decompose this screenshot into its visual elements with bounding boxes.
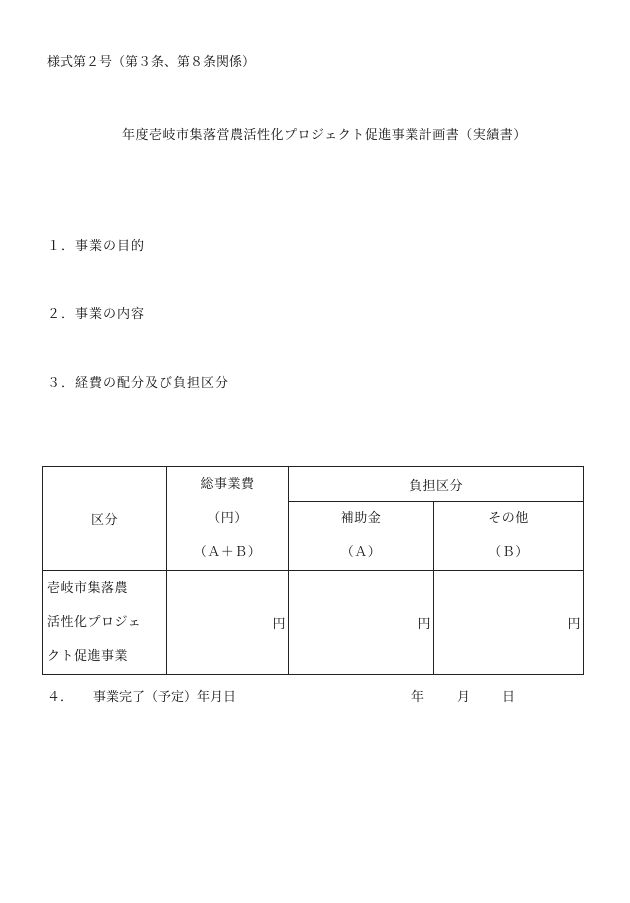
completion-number: ４． — [47, 690, 74, 705]
other-label: その他 — [488, 511, 529, 526]
section-purpose: １．事業の目的 — [47, 239, 146, 254]
section-content: ２．事業の内容 — [47, 307, 146, 322]
project-name-line: 活性化プロジェ — [47, 614, 142, 630]
month-field[interactable]: 月 — [457, 690, 471, 705]
project-name-cell — [43, 571, 167, 675]
subsidy-label: 補助金 — [340, 511, 382, 526]
project-name-line: 壱岐市集落農 — [47, 580, 129, 596]
other-input[interactable]: 円 — [434, 571, 584, 675]
expense-table — [42, 466, 584, 675]
other-code: （Ｂ） — [488, 545, 529, 560]
section-expense-allocation: ３．経費の配分及び負担区分 — [47, 376, 230, 391]
category-header: 区分 — [43, 467, 167, 571]
total-cost-label: 総事業費 — [200, 476, 255, 492]
burden-category-header: 負担区分 — [289, 467, 584, 502]
total-cost-input[interactable]: 円 — [167, 571, 289, 675]
form-number: 様式第２号（第３条、第８条関係） — [47, 55, 256, 70]
total-cost-formula: （Ａ＋Ｂ） — [193, 544, 262, 560]
subsidy-code: （Ａ） — [340, 545, 382, 560]
other-header — [434, 502, 584, 571]
document-title: 年度壱岐市集落営農活性化プロジェクト促進事業計画書（実績書） — [122, 128, 527, 143]
project-name-line: クト促進事業 — [47, 648, 129, 664]
completion-date-row — [47, 686, 236, 705]
subsidy-header — [289, 502, 434, 571]
completion-label: 事業完了（予定）年月日 — [93, 690, 237, 705]
subsidy-input[interactable]: 円 — [289, 571, 434, 675]
total-cost-unit: （円） — [207, 510, 248, 526]
year-field[interactable]: 年 — [411, 690, 425, 705]
total-cost-header — [167, 467, 289, 571]
day-field[interactable]: 日 — [502, 690, 516, 705]
